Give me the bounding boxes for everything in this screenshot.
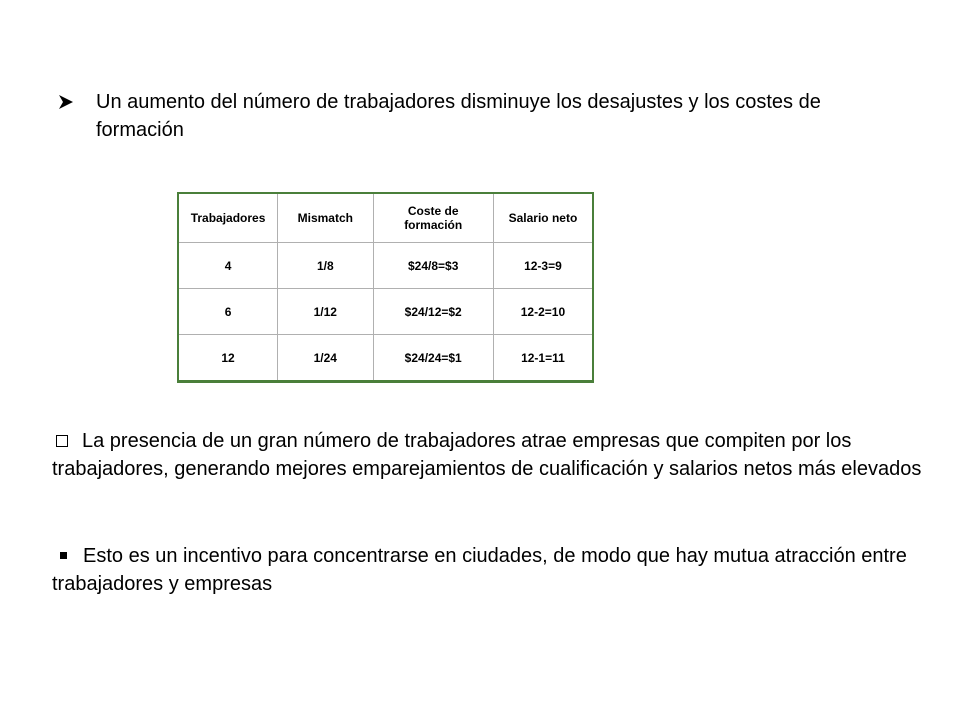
table-cell: $24/8=$3: [373, 243, 493, 289]
paragraph-presence: [52, 427, 922, 483]
bullet-1-text: Un aumento del número de trabajadores disminuye los desajustes y los costes de formación: [96, 91, 821, 141]
table-cell: 12-3=9: [493, 243, 593, 289]
arrow-bullet-icon: [58, 88, 96, 116]
header-coste-formacion: Coste de formación: [373, 193, 493, 243]
square-bullet-icon: [60, 552, 67, 559]
table-cell: 1/8: [278, 243, 373, 289]
table-cell: 4: [178, 243, 278, 289]
table-header-row: [178, 193, 593, 243]
paragraph-incentive-text: Esto es un incentivo para concentrarse en ciudades, de modo que hay mutua atracción entre trabajadores y empresas: [52, 545, 907, 595]
table-cell: 6: [178, 289, 278, 335]
bullet-point-1: [58, 88, 888, 144]
checkbox-bullet-icon: [56, 435, 68, 447]
paragraph-incentive: [52, 542, 922, 598]
header-salario-neto: Salario neto: [493, 193, 593, 243]
header-mismatch: Mismatch: [278, 193, 373, 243]
table-cell: 1/12: [278, 289, 373, 335]
table-cell: $24/12=$2: [373, 289, 493, 335]
table-cell: 1/24: [278, 335, 373, 382]
table-row: [178, 243, 593, 289]
table-cell: 12: [178, 335, 278, 382]
table-cell: $24/24=$1: [373, 335, 493, 382]
table-cell: 12-1=11: [493, 335, 593, 382]
table-row: [178, 289, 593, 335]
workers-table: [177, 192, 594, 383]
table-cell: 12-2=10: [493, 289, 593, 335]
table-row: [178, 335, 593, 382]
header-trabajadores: Trabajadores: [178, 193, 278, 243]
paragraph-presence-text: La presencia de un gran número de trabajadores atrae empresas que compiten por los trabajadores, generando mejores emparejamientos de cualificación y salarios netos más elevados: [52, 430, 922, 480]
